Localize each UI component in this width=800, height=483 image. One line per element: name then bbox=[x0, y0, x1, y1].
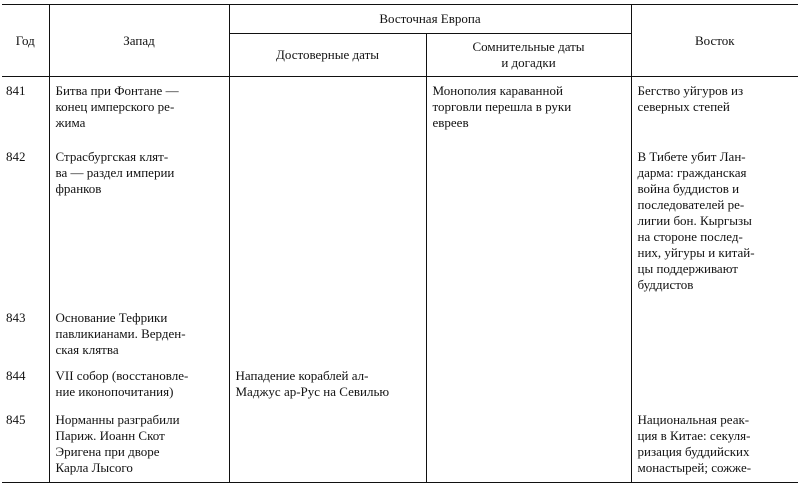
cell-west: Основание Тефрики павликианами. Верден- ская клятва bbox=[49, 307, 229, 365]
cell-reliable bbox=[229, 77, 426, 146]
header-west: Запад bbox=[49, 5, 229, 77]
cell-east: Бегство уйгуров из северных степей bbox=[631, 77, 798, 146]
cell-year: 845 bbox=[2, 409, 49, 483]
table-row bbox=[2, 77, 798, 146]
cell-east: В Тибете убит Лан- дарма: гражданская война буддистов и последователей ре- лигии бон. Кыргызы на стороне послед- них, уйгуры и китай- цы поддерживают буддистов bbox=[631, 146, 798, 307]
cell-reliable: Нападение кораблей ал- Маджус ар-Рус на Севилью bbox=[229, 365, 426, 409]
cell-dubious bbox=[426, 146, 631, 307]
cell-west: VII собор (восстановле- ние иконопочитания) bbox=[49, 365, 229, 409]
chronology-table bbox=[2, 4, 798, 483]
cell-west: Битва при Фонтане — конец имперского ре- жима bbox=[49, 77, 229, 146]
cell-west: Норманны разграбили Париж. Иоанн Скот Эригена при дворе Карла Лысого bbox=[49, 409, 229, 483]
table-row bbox=[2, 307, 798, 365]
cell-dubious bbox=[426, 409, 631, 483]
table-row bbox=[2, 365, 798, 409]
cell-dubious bbox=[426, 365, 631, 409]
table-header bbox=[2, 5, 798, 77]
header-reliable-dates: Достоверные даты bbox=[229, 34, 426, 77]
cell-west: Страсбургская клят- ва — раздел империи франков bbox=[49, 146, 229, 307]
cell-dubious bbox=[426, 307, 631, 365]
cell-east bbox=[631, 365, 798, 409]
header-east: Восток bbox=[631, 5, 798, 77]
table-row bbox=[2, 146, 798, 307]
cell-reliable bbox=[229, 307, 426, 365]
table-body bbox=[2, 77, 798, 483]
cell-reliable bbox=[229, 146, 426, 307]
cell-year: 844 bbox=[6, 367, 26, 383]
cell-year: 842 bbox=[6, 148, 26, 164]
cell-east bbox=[631, 307, 798, 365]
cell-year: 841 bbox=[6, 83, 26, 98]
cell-east: Национальная реак- ция в Китае: секуля- ризация буддийских монастырей; сожже- bbox=[631, 409, 798, 483]
header-east-europe: Восточная Европа bbox=[229, 5, 631, 34]
header-year: Год bbox=[2, 5, 49, 77]
table-row bbox=[2, 409, 798, 483]
cell-reliable bbox=[229, 409, 426, 483]
header-dubious-dates: Сомнительные даты и догадки bbox=[426, 34, 631, 77]
cell-dubious: Монополия караванной торговли перешла в руки евреев bbox=[426, 77, 631, 146]
cell-year: 843 bbox=[6, 309, 26, 325]
